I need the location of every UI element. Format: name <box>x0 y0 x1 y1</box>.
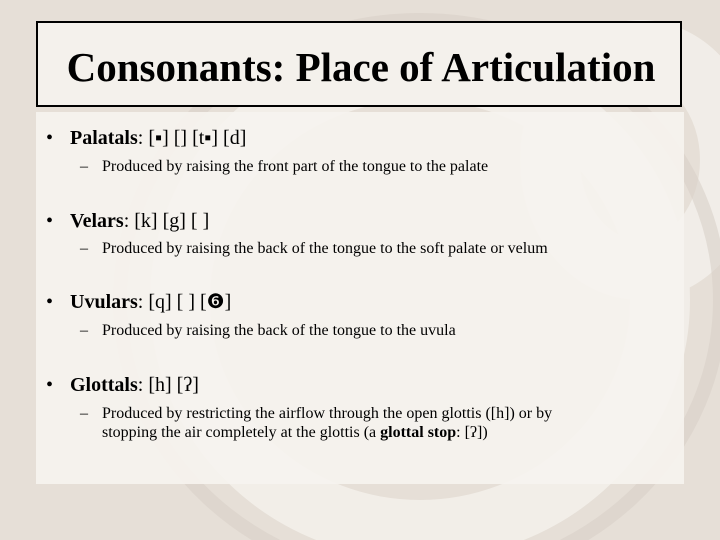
bullet-symbols: [▪] [] [t▪] [d] <box>148 127 247 149</box>
dash-marker: – <box>80 322 88 339</box>
bullet-marker: • <box>46 127 54 149</box>
bullet-velars <box>46 209 209 233</box>
sub-bullet-velars <box>80 239 548 258</box>
bullet-uvulars <box>46 290 231 314</box>
line2-suffix: : [ʔ]) <box>456 424 488 441</box>
line2-prefix: stopping the air completely at the glottis (a <box>102 424 381 441</box>
dash-marker: – <box>80 158 88 175</box>
sub-bullet-text-line1: Produced by restricting the airflow through the open glottis ([h]) or by <box>102 405 553 422</box>
bullet-symbols: [k] [g] [ ] <box>134 210 210 232</box>
bullet-separator: : <box>137 374 149 396</box>
bullet-term: Uvulars <box>70 291 138 313</box>
sub-bullet-palatals <box>80 157 488 176</box>
bullet-symbols: [q] [ ] [❻] <box>148 291 232 313</box>
sub-bullet-uvulars <box>80 321 456 340</box>
glottal-stop-term: glottal stop <box>380 424 457 441</box>
dash-marker: – <box>80 240 88 257</box>
bullet-marker: • <box>46 291 54 313</box>
sub-bullet-text: Produced by raising the back of the tongue to the soft palate or velum <box>102 240 548 257</box>
bullet-symbols: [h] [ʔ] <box>148 374 199 396</box>
bullet-term: Palatals <box>70 127 138 149</box>
dash-marker: – <box>80 405 88 422</box>
bullet-separator: : <box>123 210 135 232</box>
bullet-separator: : <box>137 291 149 313</box>
bullet-marker: • <box>46 210 54 232</box>
bullet-marker: • <box>46 374 54 396</box>
sub-bullet-text: Produced by raising the back of the tongue to the uvula <box>102 322 456 339</box>
bullet-palatals <box>46 126 246 150</box>
bullet-glottals <box>46 373 199 397</box>
slide-title: Consonants: Place of Articulation <box>66 44 656 90</box>
sub-bullet-text: Produced by raising the front part of the tongue to the palate <box>102 158 489 175</box>
sub-bullet-text-line2 <box>80 423 680 442</box>
bullet-term: Velars <box>70 210 124 232</box>
sub-bullet-glottals <box>80 404 680 442</box>
bullet-term: Glottals <box>70 374 138 396</box>
title-box <box>36 21 682 107</box>
bullet-separator: : <box>137 127 149 149</box>
